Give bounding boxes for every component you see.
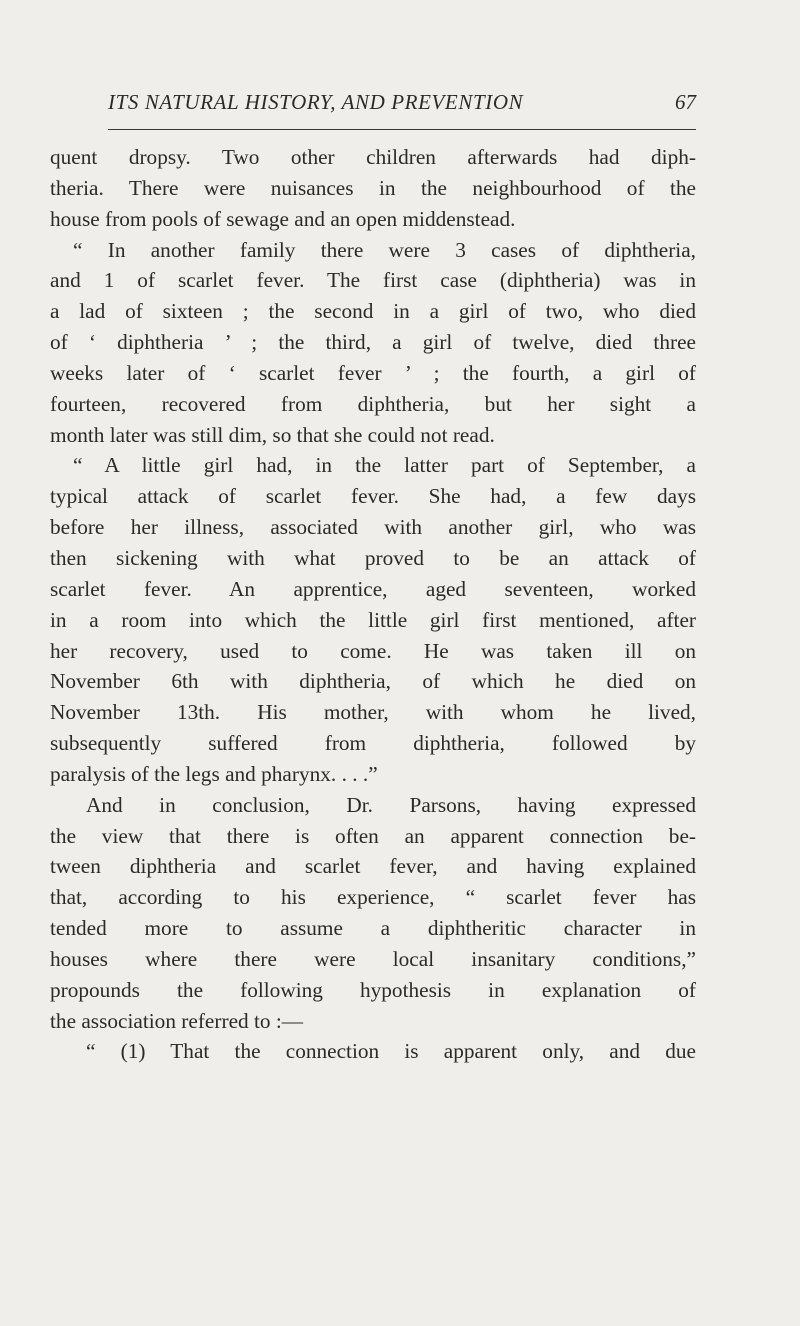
text-line: “ A little girl had, in the latter part of September, a xyxy=(73,453,696,478)
text-line: houses where there were local insanitary conditions,” xyxy=(50,946,696,971)
text-line: her recovery, used to come. He was taken ill on xyxy=(50,638,696,663)
header-rule xyxy=(108,129,696,130)
text-line: before her illness, associated with another girl, who was xyxy=(50,515,696,540)
text-line: in a room into which the little girl first mentioned, after xyxy=(50,607,696,632)
text-line: the view that there is often an apparent connection be- xyxy=(50,823,696,848)
text-line: then sickening with what proved to be an attack of xyxy=(50,545,696,570)
text-line: house from pools of sewage and an open middenstead. xyxy=(50,206,516,231)
text-line: tended more to assume a diphtheritic character in xyxy=(50,916,696,941)
text-line: the association referred to :— xyxy=(50,1008,304,1033)
text-line: November 13th. His mother, with whom he lived, xyxy=(50,700,696,725)
text-line: of ‘ diphtheria ’ ; the third, a girl of twelve, died three xyxy=(50,330,696,355)
text-line: scarlet fever. An apprentice, aged seventeen, worked xyxy=(50,576,696,601)
page-number: 67 xyxy=(675,90,696,114)
text-line: that, according to his experience, “ scarlet fever has xyxy=(50,885,696,910)
running-head xyxy=(108,90,696,120)
body-text xyxy=(50,142,696,1067)
text-line: November 6th with diphtheria, of which he died on xyxy=(50,669,696,694)
text-line: “ In another family there were 3 cases of diphtheria, xyxy=(73,237,696,262)
running-title: ITS NATURAL HISTORY, AND PREVENTION xyxy=(108,90,524,114)
text-line: propounds the following hypothesis in explanation of xyxy=(50,977,696,1002)
text-line: tween diphtheria and scarlet fever, and having explained xyxy=(50,854,696,879)
text-line: paralysis of the legs and pharynx. . . .” xyxy=(50,761,378,786)
text-line: weeks later of ‘ scarlet fever ’ ; the fourth, a girl of xyxy=(50,360,696,385)
text-line: “ (1) That the connection is apparent only, and due xyxy=(86,1039,696,1064)
text-line: And in conclusion, Dr. Parsons, having expressed xyxy=(86,792,696,817)
text-line: subsequently suffered from diphtheria, followed by xyxy=(50,731,696,756)
text-line: a lad of sixteen ; the second in a girl of two, who died xyxy=(50,299,696,324)
text-line: month later was still dim, so that she could not read. xyxy=(50,422,495,447)
text-line: quent dropsy. Two other children afterwards had diph- xyxy=(50,145,696,169)
text-line: theria. There were nuisances in the neighbourhood of the xyxy=(50,175,696,200)
text-line: typical attack of scarlet fever. She had, a few days xyxy=(50,484,696,509)
text-line: and 1 of scarlet fever. The first case (diphtheria) was in xyxy=(50,268,696,293)
text-line: fourteen, recovered from diphtheria, but her sight a xyxy=(50,391,696,416)
